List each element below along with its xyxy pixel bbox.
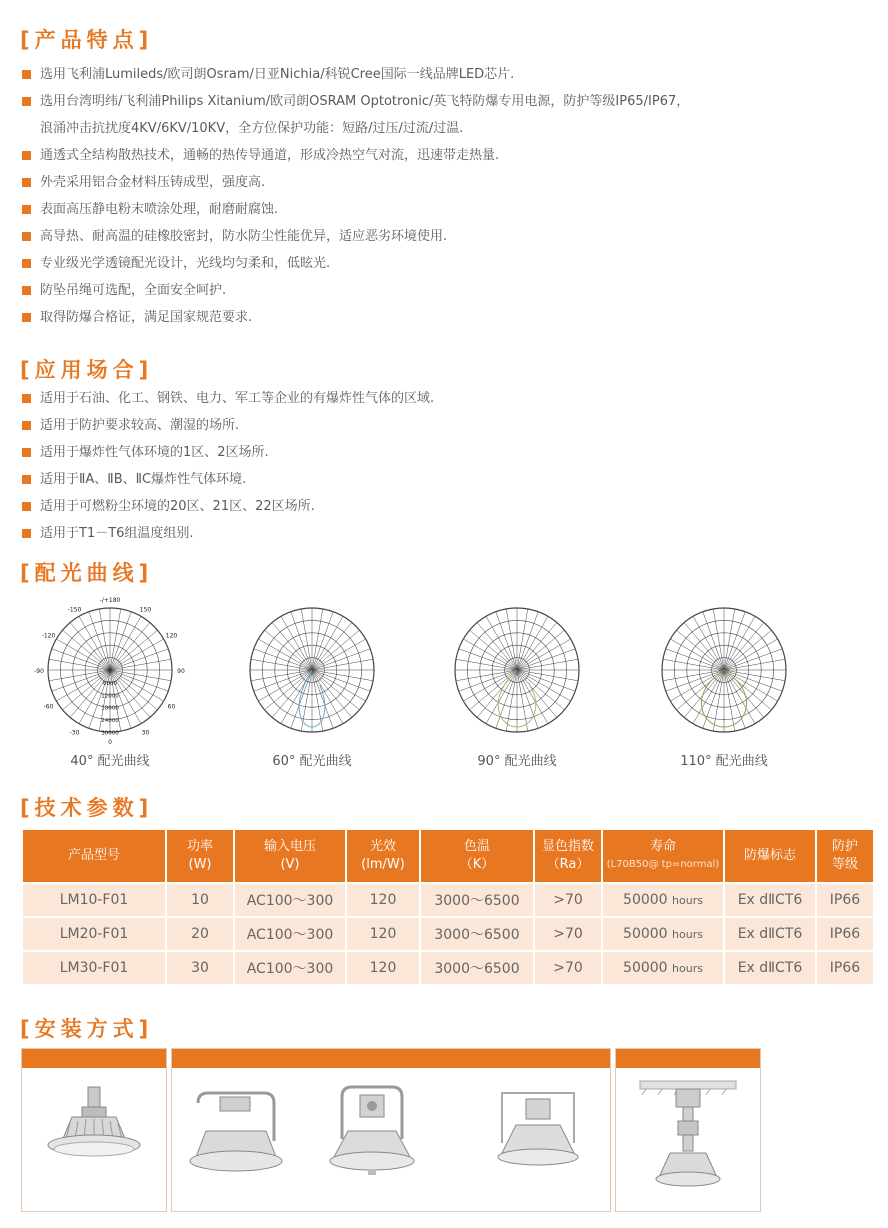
bullet-square-icon <box>22 475 31 484</box>
feature-text: 表面高压静电粉末喷涂处理，耐磨耐腐蚀. <box>40 202 279 217</box>
install-panel-bracket <box>171 1048 611 1212</box>
spec-value: 50000 <box>623 960 668 976</box>
spec-header-unit: 等级 <box>831 857 858 872</box>
spec-value: 30 <box>191 960 209 976</box>
feature-text: 防坠吊绳可选配，全面安全呵护. <box>40 283 227 298</box>
feature-text: 通透式全结构散热技术，通畅的热传导通道，形成冷热空气对流，迅速带走热量. <box>40 148 500 163</box>
bullet-square-icon <box>22 313 31 322</box>
application-text: 适用于T1－T6组温度组别. <box>40 526 194 541</box>
value-label: 30000 <box>101 730 119 737</box>
spec-value: 120 <box>369 960 397 976</box>
spec-cell-model <box>23 884 165 916</box>
spec-value: AC100～300 <box>246 927 334 943</box>
application-item <box>22 412 434 439</box>
feature-item <box>22 142 689 169</box>
spec-cell-cri <box>535 884 601 916</box>
curve-caption: 90° 配光曲线 <box>477 754 557 769</box>
spec-value: 3000～6500 <box>434 961 520 977</box>
angle-label: -120 <box>41 632 56 640</box>
polar-diagram-40 <box>34 592 185 746</box>
application-text: 适用于可燃粉尘环境的20区、21区、22区场所. <box>40 499 315 514</box>
angle-label: -150 <box>67 606 82 614</box>
spec-header-label: 防爆标志 <box>743 848 796 863</box>
angle-label: 60 <box>167 703 176 711</box>
feature-text: 选用台湾明纬/飞利浦Philips Xitanium/欧司朗OSRAM Optotronic/英飞特防爆专用电源，防护等级IP65/IP67， <box>40 94 690 109</box>
bullet-square-icon <box>22 259 31 268</box>
spec-value: Ex dⅡCT6 <box>737 960 803 976</box>
light-curve-110 <box>644 592 804 769</box>
spec-header-unit: (W) <box>188 857 212 872</box>
spec-row <box>23 884 873 916</box>
light-curve-40 <box>30 592 190 769</box>
feature-item <box>22 196 689 223</box>
spec-cell-ip <box>817 884 873 916</box>
spec-cell-efficacy <box>347 952 419 984</box>
spec-header-unit: (L70B50@ tp=normal) <box>606 859 720 870</box>
spec-header-cell <box>235 830 345 882</box>
applications-list <box>22 385 434 547</box>
feature-item <box>22 61 689 88</box>
install-panel-pole <box>21 1048 167 1212</box>
bullet-square-icon <box>22 232 31 241</box>
value-label: 12000 <box>101 693 119 700</box>
spec-cell-cct <box>421 918 533 950</box>
spec-header-label: 产品型号 <box>67 848 120 863</box>
spec-value: 50000 <box>623 926 668 942</box>
light-curve-60 <box>232 592 392 769</box>
spec-value: 20 <box>191 926 209 942</box>
spec-row <box>23 952 873 984</box>
bullet-square-icon <box>22 286 31 295</box>
feature-text: 专业级光学透镜配光设计，光线均匀柔和，低眩光. <box>40 256 331 271</box>
spec-header-unit: （K） <box>459 857 495 872</box>
feature-item <box>22 88 689 142</box>
spec-row <box>23 918 873 950</box>
spec-cell-life <box>603 918 723 950</box>
spec-header-label: 寿命 <box>649 839 676 854</box>
spec-cell-cri <box>535 918 601 950</box>
spec-cell-life <box>603 952 723 984</box>
install-panel-bar <box>172 1049 610 1068</box>
application-item <box>22 493 434 520</box>
spec-cell-efficacy <box>347 918 419 950</box>
feature-item <box>22 169 689 196</box>
features-list <box>22 61 689 331</box>
curve-caption: 110° 配光曲线 <box>680 754 768 769</box>
spec-value: >70 <box>553 926 583 942</box>
spec-cell-ex <box>725 952 815 984</box>
angle-label: 150 <box>139 606 152 614</box>
spec-value: LM30-F01 <box>59 960 129 976</box>
installation-title: [安装方式] <box>20 1017 154 1041</box>
application-text: 适用于石油、化工、钢铁、电力、军工等企业的有爆炸性气体的区域. <box>40 391 435 406</box>
spec-value: LM20-F01 <box>59 926 129 942</box>
bullet-square-icon <box>22 394 31 403</box>
spec-cell-power <box>167 952 233 984</box>
feature-text: 选用飞利浦Lumileds/欧司朗Osram/日亚Nichia/科锐Cree国际一线品牌LED芯片. <box>40 67 515 82</box>
feature-item <box>22 250 689 277</box>
spec-life-unit: hours <box>672 894 703 907</box>
ceiling-mount-lamp-image <box>636 1075 740 1205</box>
value-label: 18000 <box>101 705 119 712</box>
feature-text: 高导热、耐高温的硅橡胶密封，防水防尘性能优异，适应恶劣环境使用. <box>40 229 448 244</box>
spec-header-cell <box>347 830 419 882</box>
feature-item <box>22 223 689 250</box>
spec-life-unit: hours <box>672 928 703 941</box>
spec-value: 3000～6500 <box>434 927 520 943</box>
spec-header-label: 功率 <box>186 839 213 854</box>
spec-header-label: 光效 <box>369 839 396 854</box>
spec-cell-voltage <box>235 952 345 984</box>
spec-header-cell <box>817 830 873 882</box>
feature-item <box>22 304 689 331</box>
spec-header-cell <box>167 830 233 882</box>
bullet-square-icon <box>22 178 31 187</box>
curve-caption: 40° 配光曲线 <box>70 754 150 769</box>
spec-value: AC100～300 <box>246 893 334 909</box>
bullet-square-icon <box>22 421 31 430</box>
feature-text: 浪涌冲击抗扰度4KV/6KV/10KV，全方位保护功能：短路/过压/过流/过温. <box>40 121 464 136</box>
spec-value: IP66 <box>829 960 861 976</box>
bullet-square-icon <box>22 448 31 457</box>
spec-header-unit: （Ra） <box>546 857 590 872</box>
angle-label: -30 <box>69 729 80 737</box>
install-panel-bar <box>22 1049 166 1068</box>
spec-value: >70 <box>553 892 583 908</box>
application-text: 适用于爆炸性气体环境的1区、2区场所. <box>40 445 269 460</box>
applications-title: [应用场合] <box>20 358 154 382</box>
feature-item <box>22 277 689 304</box>
application-item <box>22 385 434 412</box>
spec-cell-ex <box>725 918 815 950</box>
curve-caption: 60° 配光曲线 <box>272 754 352 769</box>
spec-cell-voltage <box>235 884 345 916</box>
spec-value: Ex dⅡCT6 <box>737 892 803 908</box>
spec-header-label: 输入电压 <box>263 839 316 854</box>
specs-title: [技术参数] <box>20 796 154 820</box>
angle-label: 120 <box>165 632 178 640</box>
bullet-square-icon <box>22 529 31 538</box>
spec-value: IP66 <box>829 892 861 908</box>
spec-cell-voltage <box>235 918 345 950</box>
value-label: 6000 <box>103 680 117 687</box>
spec-table <box>21 828 875 986</box>
spec-cell-efficacy <box>347 884 419 916</box>
bracket-mount-lamp-image-3 <box>488 1083 588 1193</box>
bullet-square-icon <box>22 97 31 106</box>
feature-text: 外壳采用铝合金材料压铸成型，强度高. <box>40 175 266 190</box>
spec-header-row <box>23 830 873 882</box>
spec-value: AC100～300 <box>246 961 334 977</box>
application-item <box>22 439 434 466</box>
spec-header-cell <box>421 830 533 882</box>
features-title: [产品特点] <box>20 28 154 52</box>
spec-value: 120 <box>369 926 397 942</box>
spec-cell-life <box>603 884 723 916</box>
pole-mount-lamp-image <box>42 1079 146 1199</box>
bullet-square-icon <box>22 502 31 511</box>
spec-header-label: 显色指数 <box>541 839 594 854</box>
install-panel-bar <box>616 1049 760 1068</box>
value-label: 0 <box>108 668 112 675</box>
spec-header-cell <box>535 830 601 882</box>
application-text: 适用于防护要求较高、潮湿的场所. <box>40 418 240 433</box>
bracket-mount-lamp-image-1 <box>184 1083 284 1193</box>
spec-value: Ex dⅡCT6 <box>737 926 803 942</box>
spec-header-label: 防护 <box>831 839 858 854</box>
angle-label: 0 <box>108 739 112 746</box>
spec-life-unit: hours <box>672 962 703 975</box>
angle-label: -90 <box>34 668 44 675</box>
bullet-square-icon <box>22 151 31 160</box>
value-label: 24000 <box>101 718 119 725</box>
spec-value: 10 <box>191 892 209 908</box>
spec-header-cell <box>603 830 723 882</box>
bullet-square-icon <box>22 70 31 79</box>
spec-value: 50000 <box>623 892 668 908</box>
spec-header-cell <box>23 830 165 882</box>
spec-cell-cri <box>535 952 601 984</box>
angle-label: 90 <box>177 668 185 675</box>
spec-header-cell <box>725 830 815 882</box>
spec-header-label: 色温 <box>463 839 490 854</box>
curves-title: [配光曲线] <box>20 561 154 585</box>
spec-cell-ip <box>817 952 873 984</box>
feature-text: 取得防爆合格证，满足国家规范要求. <box>40 310 253 325</box>
spec-value: >70 <box>553 960 583 976</box>
spec-header-unit: (lm/W) <box>361 857 405 872</box>
install-panel-ceiling <box>615 1048 761 1212</box>
polar-diagram-60 <box>237 592 387 742</box>
application-item <box>22 520 434 547</box>
spec-value: 3000～6500 <box>434 893 520 909</box>
polar-diagram-90 <box>442 592 592 742</box>
spec-value: 120 <box>369 892 397 908</box>
spec-cell-power <box>167 918 233 950</box>
angle-label: -/+180 <box>99 597 121 604</box>
light-curve-90 <box>437 592 597 769</box>
bullet-square-icon <box>22 205 31 214</box>
spec-cell-cct <box>421 884 533 916</box>
spec-cell-power <box>167 884 233 916</box>
application-text: 适用于ⅡA、ⅡB、ⅡC爆炸性气体环境. <box>40 472 247 487</box>
polar-diagram-110 <box>649 592 799 742</box>
spec-value: LM10-F01 <box>59 892 129 908</box>
spec-cell-model <box>23 952 165 984</box>
application-item <box>22 466 434 493</box>
spec-cell-cct <box>421 952 533 984</box>
spec-cell-ip <box>817 918 873 950</box>
spec-cell-ex <box>725 884 815 916</box>
spec-cell-model <box>23 918 165 950</box>
spec-value: IP66 <box>829 926 861 942</box>
angle-label: -60 <box>43 703 54 711</box>
angle-label: 30 <box>141 729 150 737</box>
bracket-mount-lamp-image-2 <box>322 1079 422 1193</box>
spec-header-unit: (V) <box>280 857 300 872</box>
